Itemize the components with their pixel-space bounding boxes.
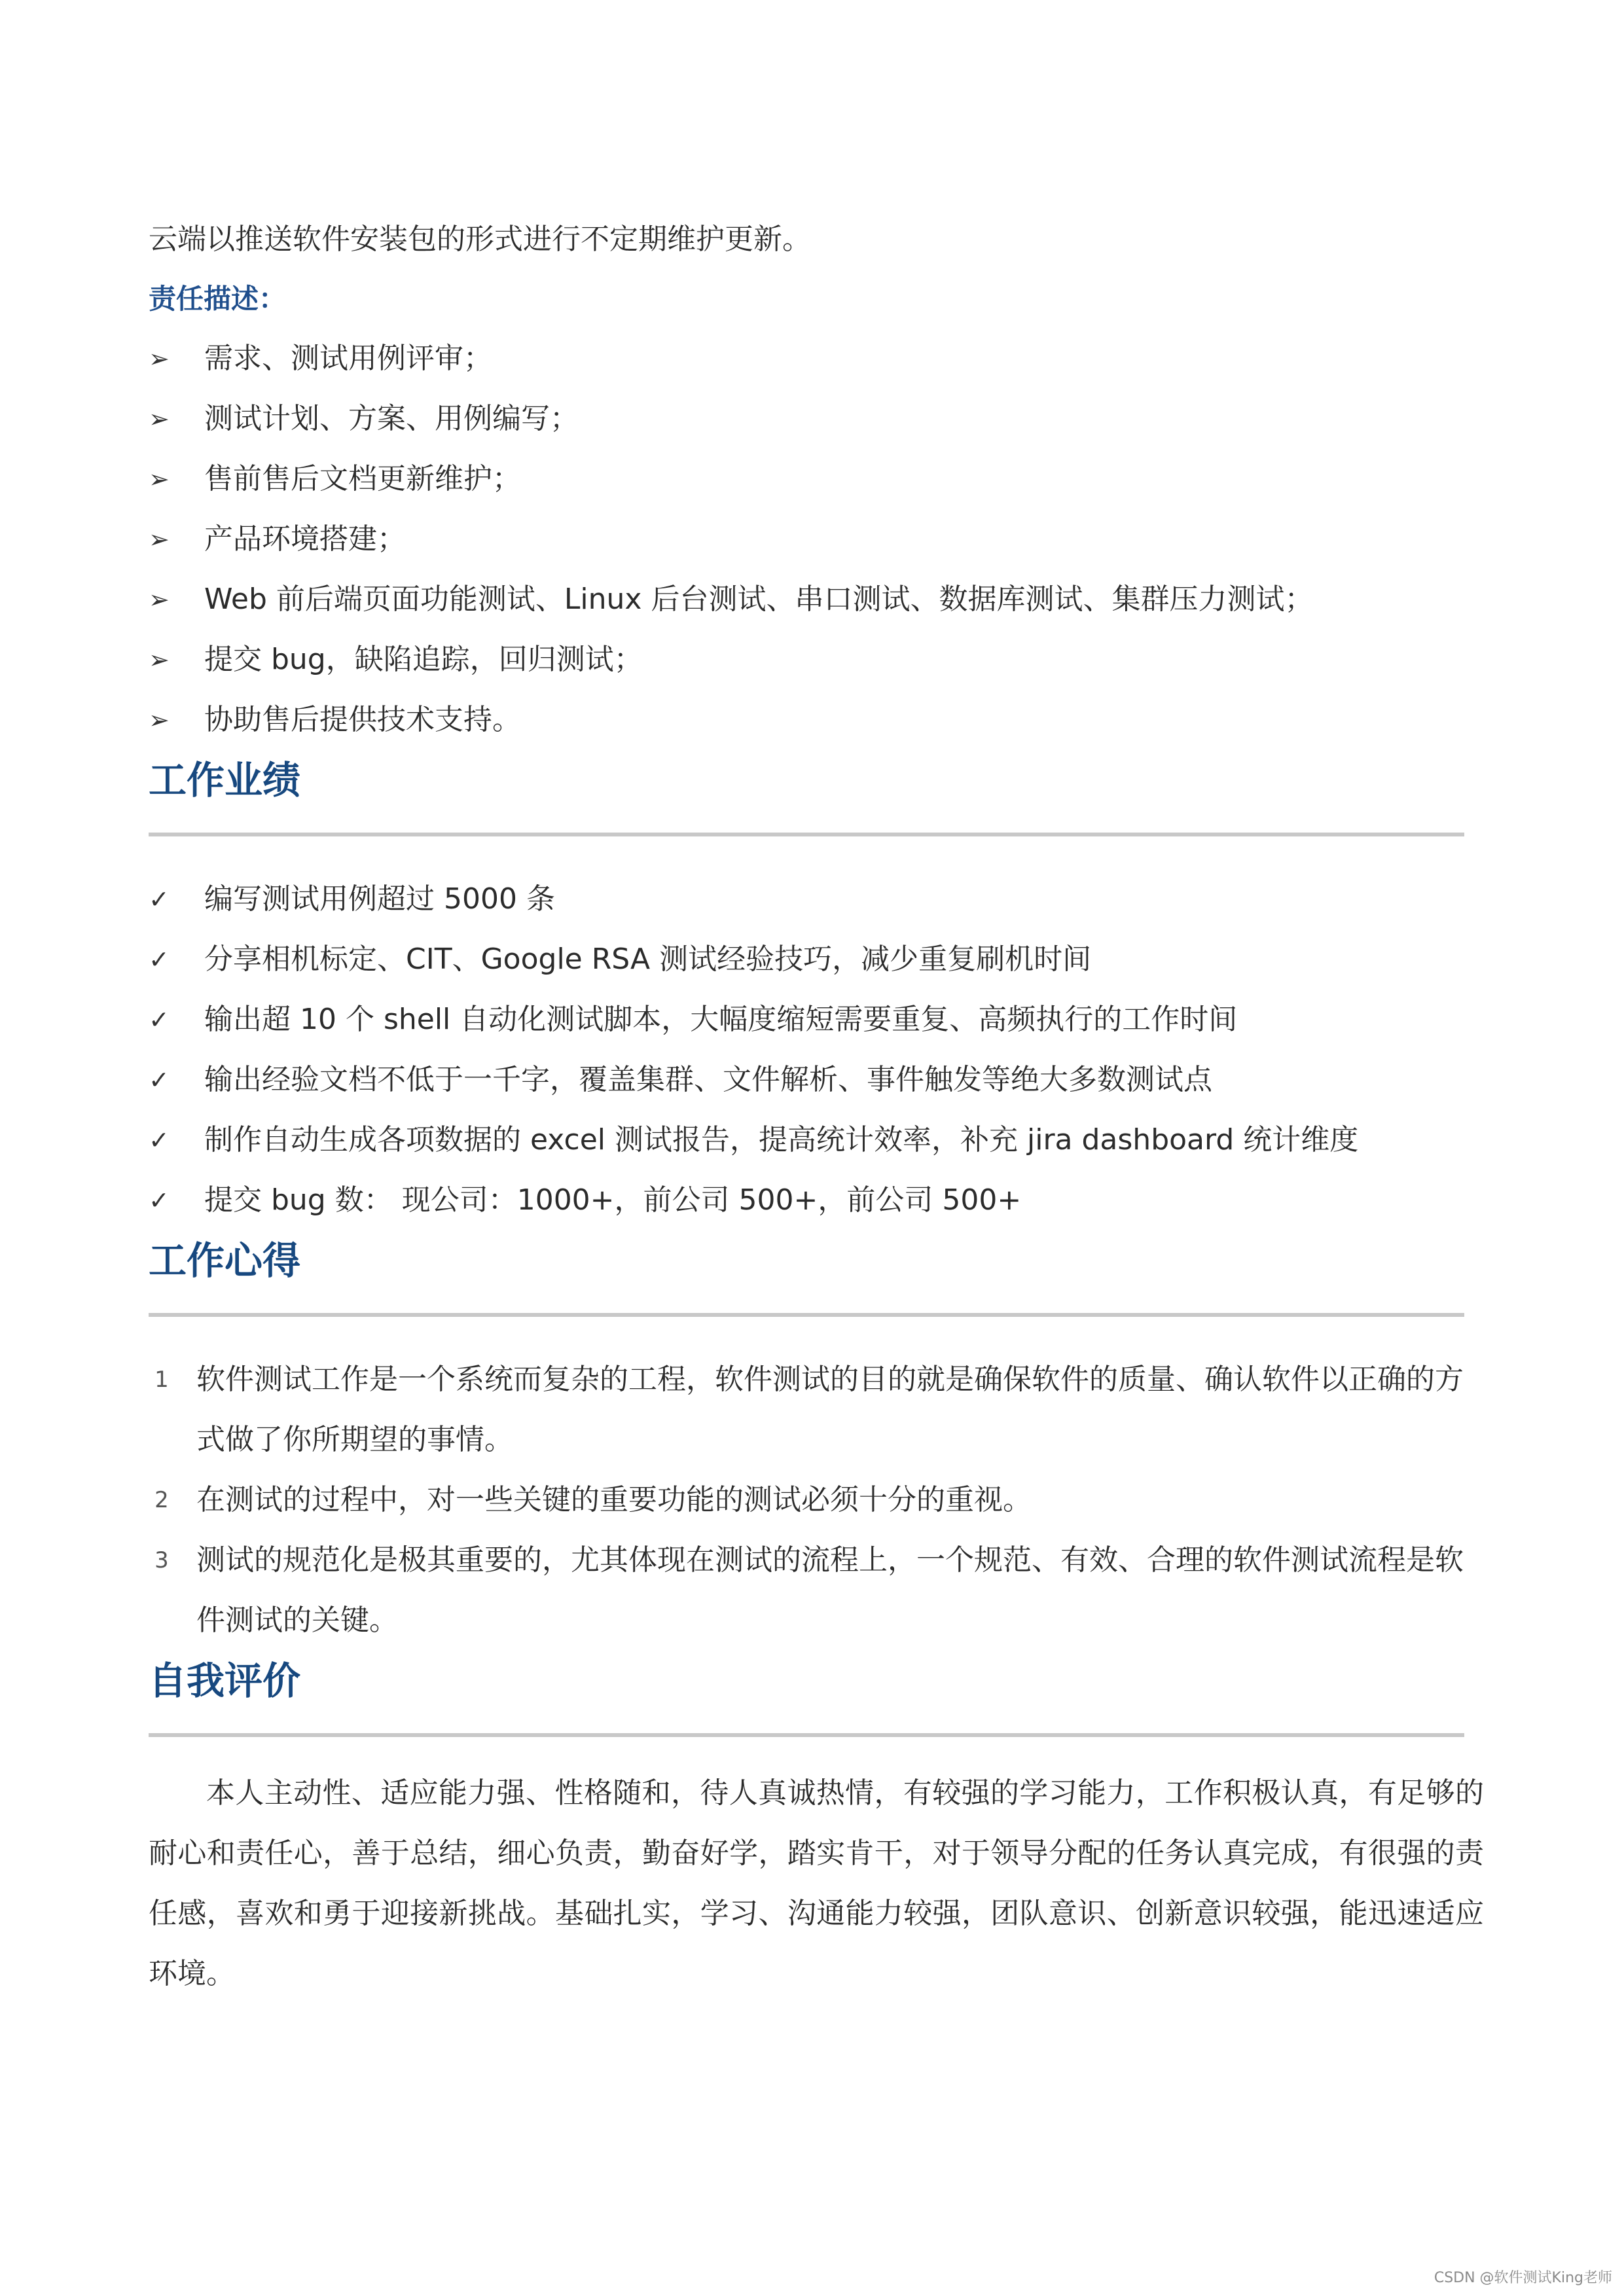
list-item <box>149 1110 1484 1170</box>
checkmark-icon: ✓ <box>149 1005 170 1034</box>
list-item <box>149 329 1484 389</box>
responsibility-list <box>149 329 1484 750</box>
intro-text: 云端以推送软件安装包的形式进行不定期维护更新。 <box>149 223 811 256</box>
achievements-title: 工作业绩 <box>149 758 301 802</box>
self-eval-text: 本人主动性、适应能力强、性格随和，待人真诚热情，有较强的学习能力，工作积极认真，有足够的耐心和责任心，善于总结，细心负责，勤奋好学，踏实肯干，对于领导分配的任务认真完成，有很强的责任感，喜欢和勇于迎接新挑战。基础扎实，学习、沟通能力较强，团队意识、创新意识较强，能迅速适应环境。 <box>149 1776 1484 1990</box>
list-item-text: 分享相机标定、CIT、Google RSA 测试经验技巧，减少重复刷机时间 <box>204 942 1092 976</box>
checkmark-icon: ✓ <box>149 1066 170 1094</box>
insights-title: 工作心得 <box>149 1238 301 1283</box>
list-item <box>149 1170 1484 1230</box>
list-item <box>149 449 1484 509</box>
list-item <box>149 630 1484 690</box>
section-divider <box>149 1733 1464 1737</box>
list-item <box>149 1470 1486 1530</box>
list-item-text: 测试的规范化是极其重要的，尤其体现在测试的流程上，一个规范、有效、合理的软件测试流程是软件测试的关键。 <box>196 1543 1464 1637</box>
list-item-text: 提交 bug 数： 现公司：1000+，前公司 500+，前公司 500+ <box>204 1183 1022 1217</box>
list-item <box>149 690 1484 750</box>
list-item <box>149 569 1484 630</box>
list-item-text: 编写测试用例超过 5000 条 <box>204 882 555 916</box>
list-item <box>149 1530 1486 1651</box>
self-eval-title: 自我评价 <box>149 1659 301 1703</box>
list-item <box>149 389 1484 449</box>
checkmark-icon: ✓ <box>149 885 170 914</box>
list-item-text: 产品环境搭建； <box>204 522 406 556</box>
arrow-bullet-icon: ➢ <box>149 585 170 614</box>
arrow-bullet-icon: ➢ <box>149 525 170 554</box>
list-item-text: 提交 bug，缺陷追踪，回归测试； <box>204 643 643 676</box>
checkmark-icon: ✓ <box>149 1186 170 1215</box>
list-item <box>149 869 1484 929</box>
list-item-text: 在测试的过程中，对一些关键的重要功能的测试必须十分的重视。 <box>196 1483 1032 1516</box>
list-item <box>149 509 1484 569</box>
list-item-text: 输出经验文档不低于一千字，覆盖集群、文件解析、事件触发等绝大多数测试点 <box>204 1063 1212 1096</box>
list-item-text: 需求、测试用例评审； <box>204 342 492 375</box>
checkmark-icon: ✓ <box>149 945 170 974</box>
list-item <box>149 990 1484 1050</box>
section-divider <box>149 833 1464 836</box>
list-item-text: 协助售后提供技术支持。 <box>204 703 521 736</box>
list-item-text: 测试计划、方案、用例编写； <box>204 402 579 435</box>
list-item <box>149 929 1484 990</box>
arrow-bullet-icon: ➢ <box>149 706 170 734</box>
arrow-bullet-icon: ➢ <box>149 344 170 373</box>
section-divider <box>149 1313 1464 1317</box>
insights-list <box>149 1350 1484 1651</box>
achievements-list <box>149 869 1484 1230</box>
arrow-bullet-icon: ➢ <box>149 465 170 493</box>
watermark: CSDN @软件测试King老师 <box>1434 2270 1612 2286</box>
list-item-text: 输出超 10 个 shell 自动化测试脚本，大幅度缩短需要重复、高频执行的工作时间 <box>204 1003 1238 1036</box>
list-item-text: 软件测试工作是一个系统而复杂的工程，软件测试的目的就是确保软件的质量、确认软件以正确的方式做了你所期望的事情。 <box>196 1363 1464 1456</box>
list-item-text: Web 前后端页面功能测试、Linux 后台测试、串口测试、数据库测试、集群压力测试； <box>204 583 1314 616</box>
arrow-bullet-icon: ➢ <box>149 645 170 674</box>
arrow-bullet-icon: ➢ <box>149 404 170 433</box>
list-item <box>149 1350 1486 1470</box>
responsibility-heading: 责任描述： <box>149 283 287 315</box>
list-item <box>149 1050 1484 1110</box>
list-number: 1 <box>154 1367 169 1393</box>
list-number: 3 <box>154 1547 169 1573</box>
list-item-text: 售前售后文档更新维护； <box>204 462 521 495</box>
list-item-text: 制作自动生成各项数据的 excel 测试报告，提高统计效率，补充 jira dashboard 统计维度 <box>204 1123 1359 1157</box>
resume-page <box>149 209 1484 2033</box>
list-number: 2 <box>154 1487 169 1513</box>
checkmark-icon: ✓ <box>149 1126 170 1155</box>
